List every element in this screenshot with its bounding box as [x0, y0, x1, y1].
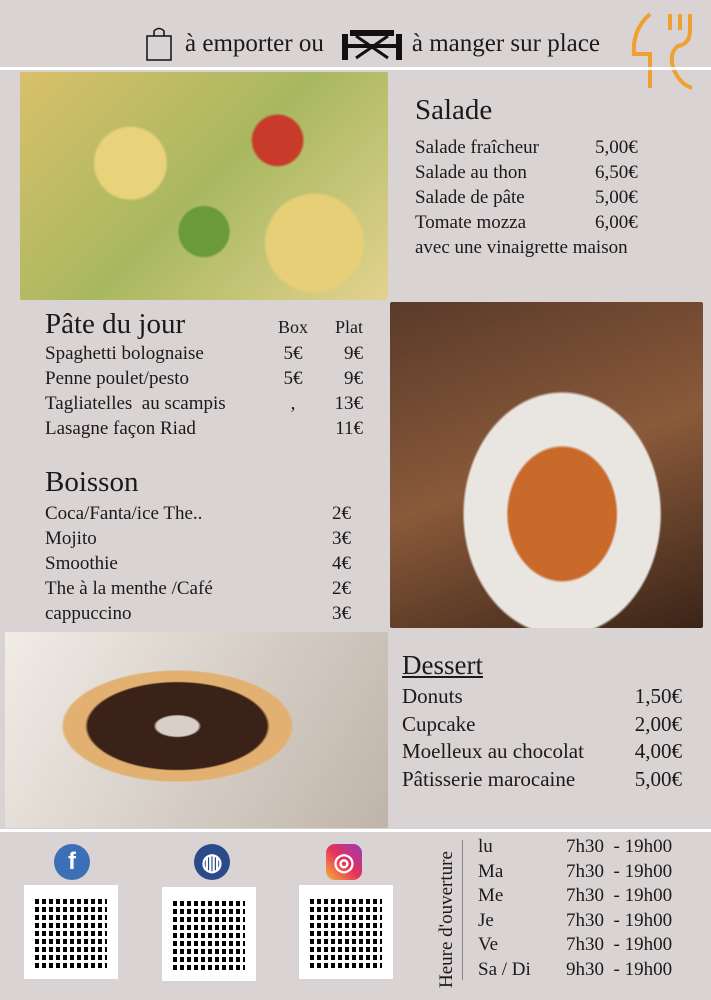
item-name: The à la menthe /Café	[45, 578, 213, 599]
item-price: 6,50€	[595, 162, 638, 183]
menu-item	[402, 683, 687, 711]
day: lu	[478, 836, 493, 857]
item-price: 2€	[332, 578, 351, 599]
day: Ve	[478, 934, 499, 955]
salad-note: avec une vinaigrette maison	[415, 237, 628, 258]
box-price: 5€	[283, 368, 303, 389]
item-name: Smoothie	[45, 553, 118, 574]
dine-in-text: à manger sur place	[411, 30, 600, 57]
website-qr-code[interactable]	[162, 887, 256, 981]
item-name: Donuts	[402, 684, 463, 708]
item-price: 4€	[332, 553, 351, 574]
item-name: Cupcake	[402, 711, 476, 736]
time: 7h30 - 19h00	[566, 885, 673, 906]
menu-item	[415, 160, 685, 185]
menu-item	[415, 135, 685, 160]
plat-price: 9€	[344, 343, 363, 364]
item-name: Salade de pâte	[415, 187, 525, 208]
hours-divider	[462, 840, 463, 980]
plat-price: 9€	[344, 368, 363, 389]
day: Je	[478, 909, 494, 931]
time: 7h30 - 19h00	[566, 909, 673, 931]
menu-item	[45, 391, 365, 416]
item-name: Penne poulet/pesto	[45, 368, 190, 389]
menu-item	[45, 366, 365, 391]
menu-item	[415, 185, 685, 210]
hours-row	[478, 860, 698, 885]
item-name: Salade au thon	[415, 162, 527, 183]
section-title: Boisson	[45, 466, 139, 498]
item-price: 1,50€	[634, 684, 682, 708]
facebook-icon[interactable]: f	[54, 844, 90, 880]
menu-item	[45, 576, 365, 601]
item-name: Spaghetti bolognaise	[45, 343, 204, 364]
item-name: Salade fraîcheur	[415, 137, 539, 158]
item-price: 5,00€	[595, 137, 638, 158]
item-price: 5,00€	[595, 187, 638, 208]
dessert-section	[402, 650, 687, 793]
divider	[0, 67, 711, 70]
box-price: ,	[290, 393, 296, 414]
time: 7h30 - 19h00	[566, 934, 673, 955]
menu-item	[45, 341, 365, 366]
col-box: Box	[277, 317, 308, 337]
globe-icon[interactable]: ◍	[194, 844, 230, 880]
section-title: Salade	[415, 94, 493, 126]
item-price: 3€	[332, 528, 351, 549]
hours-label: Heure d'ouverture	[436, 851, 457, 988]
instagram-qr-code[interactable]	[299, 885, 393, 979]
item-price: 5,00€	[634, 766, 682, 791]
hours-row	[478, 933, 698, 958]
col-plat: Plat	[334, 317, 363, 337]
box-price: 5€	[283, 343, 303, 364]
hours-row	[478, 958, 698, 983]
takeaway-text: à emporter ou	[185, 30, 324, 57]
item-name: Mojito	[45, 528, 97, 549]
menu-item	[415, 210, 685, 235]
item-price: 6,00€	[595, 212, 638, 233]
item-name: Coca/Fanta/ice The..	[45, 503, 203, 524]
item-price: 3€	[332, 603, 351, 624]
header	[145, 22, 600, 66]
menu-item	[45, 416, 365, 441]
opening-hours	[478, 835, 698, 982]
item-name: Tomate mozza	[415, 212, 527, 233]
instagram-icon[interactable]: ◎	[326, 844, 362, 880]
plat-price: 13€	[334, 393, 363, 414]
spaghetti-photo	[390, 302, 703, 628]
donut-photo	[5, 632, 388, 828]
day: Me	[478, 885, 504, 906]
hours-row	[478, 909, 698, 934]
item-price: 4,00€	[634, 739, 682, 763]
menu-item	[402, 711, 687, 739]
facebook-qr-code[interactable]	[24, 885, 118, 979]
item-name: Pâtisserie marocaine	[402, 766, 576, 791]
item-name: Moelleux au chocolat	[402, 739, 584, 763]
cutlery-icon	[628, 10, 694, 92]
salade-section	[415, 94, 685, 260]
menu-item	[402, 738, 687, 766]
menu-item	[45, 601, 365, 626]
shopping-bag-icon	[145, 26, 175, 62]
picnic-table-icon	[342, 28, 402, 60]
item-name: cappuccino	[45, 603, 132, 624]
item-name: Tagliatelles au scampis	[45, 393, 226, 414]
hours-row	[478, 884, 698, 909]
menu-item	[45, 551, 365, 576]
plat-price: 11€	[335, 418, 363, 439]
pasta-salad-photo	[20, 72, 388, 300]
boisson-section	[45, 466, 365, 626]
hours-row	[478, 835, 698, 860]
item-price: 2€	[332, 503, 351, 524]
pate-section	[45, 308, 365, 441]
menu-item	[45, 526, 365, 551]
section-title: Dessert	[402, 650, 483, 680]
time: 7h30 - 19h00	[566, 836, 673, 857]
day: Sa / Di	[478, 958, 531, 980]
item-price: 2,00€	[634, 711, 682, 736]
time: 7h30 - 19h00	[566, 860, 673, 882]
item-name: Lasagne façon Riad	[45, 418, 196, 439]
time: 9h30 - 19h00	[566, 958, 673, 980]
section-title: Pâte du jour	[45, 308, 186, 340]
menu-item	[402, 766, 687, 794]
box-price	[273, 416, 313, 441]
menu-item	[45, 501, 365, 526]
day: Ma	[478, 860, 504, 882]
divider	[0, 829, 711, 832]
